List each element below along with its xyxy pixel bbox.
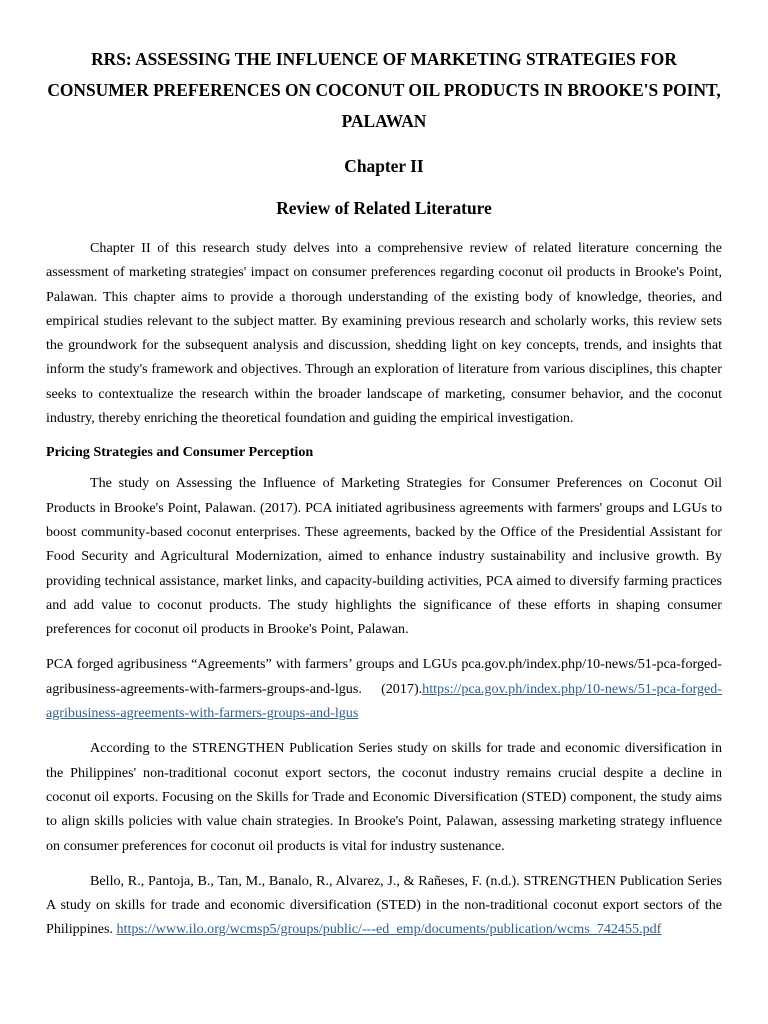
pricing-paragraph: The study on Assessing the Influence of Marketing Strategies for Consumer Preferences on Coconut Oil Products in Brooke's Point, Palawan. (2017). PCA initiated agribusiness agreements with farmers' groups and LGUs to boost community-based coconut enterprises. These agreements, backed by the Office of the Presidential Assistant for Food Security and Agricultural Modernization, aimed to enhance industry sustainability and inclusive growth. By providing technical assistance, market links, and capacity-building activities, PCA aimed to diversify farming practices and add value to coconut products. The study highlights the significance of these efforts in shaping consumer preferences for coconut oil products in Brooke's Point, Palawan. (46, 475, 722, 638)
reference-ilo (46, 869, 722, 942)
chapter-subtitle: Review of Related Literature (276, 198, 492, 218)
chapter-heading: Chapter II (344, 156, 424, 176)
reference-ilo-text: Bello, R., Pantoja, B., Tan, M., Banalo, R., Alvarez, J., & Rañeses, F. (n.d.). STRENGTHEN Publication Series A study on skills for trade and economic diversification (STED) in the non-traditional coconut export sectors of the Philippines. (46, 872, 722, 938)
section-heading: Pricing Strategies and Consumer Perception (46, 444, 314, 461)
reference-pca (46, 652, 722, 725)
intro-paragraph: Chapter II of this research study delves into a comprehensive review of related literature concerning the assessment of marketing strategies' impact on consumer preferences regarding coconut oil products in Brooke's Point, Palawan. This chapter aims to provide a thorough understanding of the existing body of knowledge, theories, and empirical studies relevant to the subject matter. By examining previous research and scholarly works, this review sets the groundwork for the subsequent analysis and discussion, shedding light on key concepts, trends, and insights that inform the study's framework and objectives. Through an exploration of literature from various disciplines, this chapter seeks to contextualize the research within the broader landscape of marketing, consumer behavior, and the coconut industry, thereby enriching the theoretical foundation and guiding the empirical investigation. (46, 240, 722, 427)
reference-pca-text: PCA forged agribusiness “Agreements” with farmers’ groups and LGUs pca.gov.ph/index.php/10-news/51-pca-forged-agribusiness-agreements-with-farmers-groups-and-lgus. (2017). (46, 656, 722, 697)
reference-ilo-link[interactable]: https://www.ilo.org/wcmsp5/groups/public/---ed_emp/documents/publication/wcms_742455.pdf (116, 921, 662, 938)
strengthen-paragraph: According to the STRENGTHEN Publication Series study on skills for trade and economic diversification in the Philippines' non-traditional coconut export sectors, the coconut industry remains crucial despite a decline in coconut oil exports. Focusing on the Skills for Trade and Economic Diversification (STED) component, the study aims to align skills policies with value chain strategies. In Brooke's Point, Palawan, assessing marketing strategy influence on consumer preferences for coconut oil products is vital for industry sustenance. (46, 740, 722, 854)
document-title: RRS: ASSESSING THE INFLUENCE OF MARKETING STRATEGIES FOR CONSUMER PREFERENCES ON COCONUT OIL PRODUCTS IN BROOKE'S POINT, PALAWAN (47, 49, 721, 131)
reference-pca-link[interactable]: https://pca.gov.ph/index.php/10-news/51-pca-forged-agribusiness-agreements-with-farmers-groups-and-lgus (46, 680, 722, 722)
